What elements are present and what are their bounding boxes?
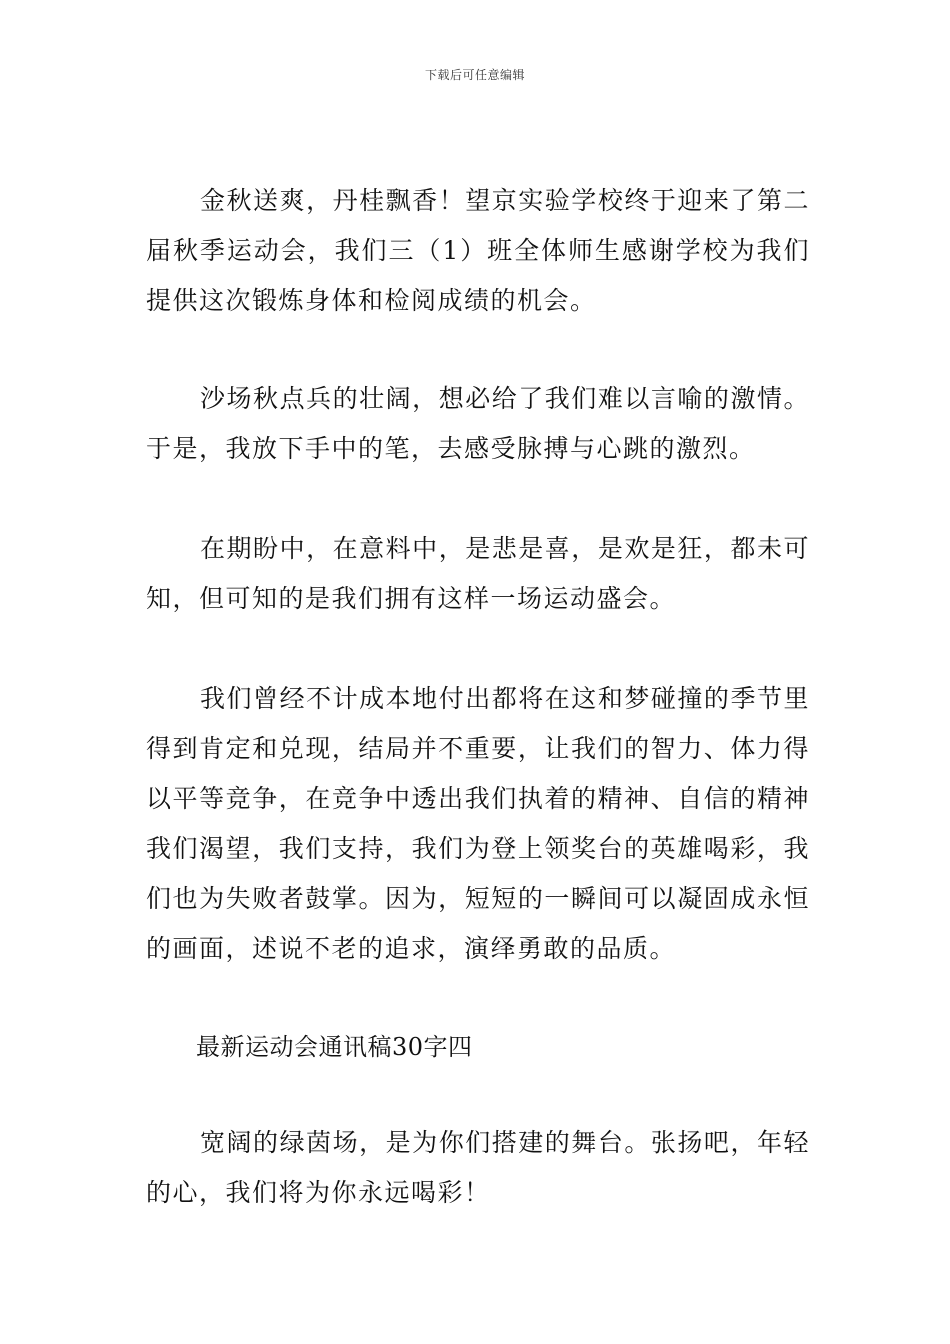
body-paragraph-2: 沙场秋点兵的壮阔，想必给了我们难以言喻的激情。于是，我放下手中的笔，去感受脉搏与心跳的激烈。 <box>146 384 810 463</box>
body-paragraph-3: 在期盼中，在意料中，是悲是喜，是欢是狂，都未可知，但可知的是我们拥有这样一场运动盛会。 <box>146 534 810 613</box>
body-paragraph-1: 金秋送爽，丹桂飘香！望京实验学校终于迎来了第二届秋季运动会，我们三（1）班全体师生感谢学校为我们提供这次锻炼身体和检阅成绩的机会。 <box>146 186 810 315</box>
section-heading: 最新运动会通讯稿30字四 <box>196 1033 473 1061</box>
body-paragraph-4: 我们曾经不计成本地付出都将在这和梦碰撞的季节里得到肯定和兑现，结局并不重要，让我们的智力、体力得以平等竞争，在竞争中透出我们执着的精神、自信的精神我们渴望，我们支持，我们为登上领奖台的英雄喝彩，我们也为失败者鼓掌。因为，短短的一瞬间可以凝固成永恒的画面，述说不老的追求，演绎勇敢的品质。 <box>146 684 810 963</box>
closing-paragraph: 宽阔的绿茵场，是为你们搭建的舞台。张扬吧，年轻的心，我们将为你永远喝彩！ <box>146 1128 810 1207</box>
page-header-note: 下载后可任意编辑 <box>424 68 525 82</box>
